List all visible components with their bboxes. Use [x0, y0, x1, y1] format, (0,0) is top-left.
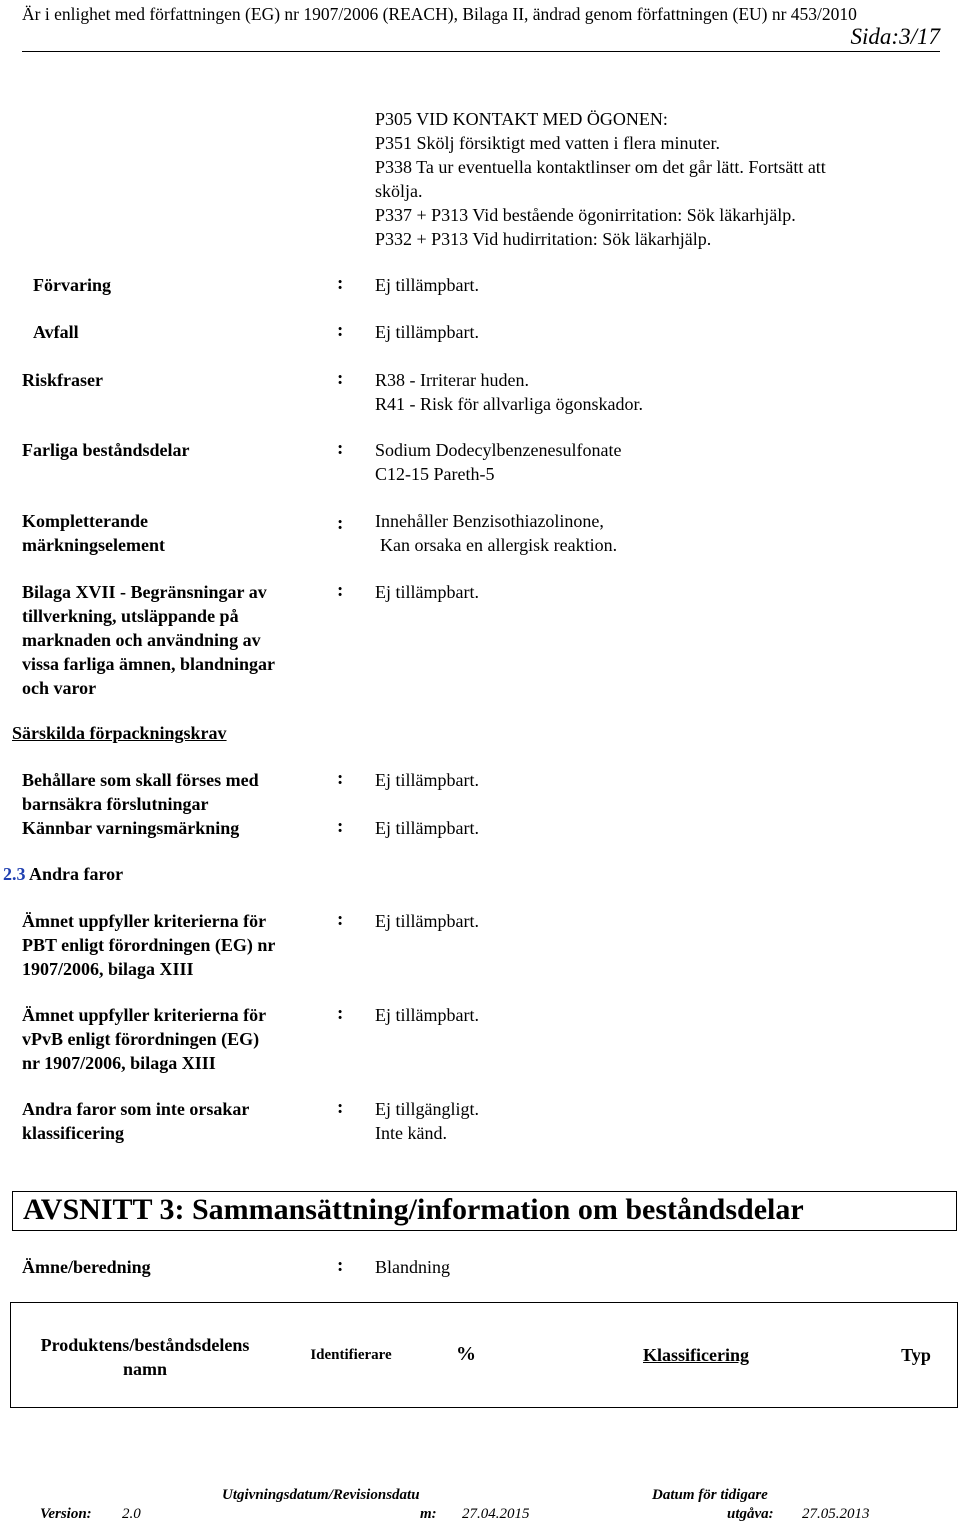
page-number: Sida:3/17 — [850, 24, 940, 49]
tactile-warning-value: Ej tillämpbart. — [375, 818, 479, 838]
section-3-title: AVSNITT 3: Sammansättning/information om beståndsdelar — [23, 1193, 804, 1226]
supplemental-value: Innehåller Benzisothiazolinone, — [375, 511, 604, 531]
colon-separator: : — [337, 273, 344, 294]
annex-xvii-label-line: tillverkning, utsläppande på — [22, 606, 239, 626]
hazardous-component-value: C12-15 Pareth-5 — [375, 464, 495, 484]
risk-phrase-value: R38 - Irriterar huden. — [375, 370, 529, 390]
table-header-name-line: Produktens/beståndsdelens — [40, 1335, 250, 1355]
supplemental-value: Kan orsaka en allergisk reaktion. — [380, 535, 618, 555]
storage-value: Ej tillämpbart. — [375, 275, 479, 295]
supplemental-label: märkningselement — [22, 535, 165, 555]
annex-xvii-value: Ej tillämpbart. — [375, 582, 479, 602]
disposal-label: Avfall — [33, 322, 79, 342]
colon-separator: : — [337, 768, 344, 789]
other-hazards-label-line: klassificering — [22, 1123, 124, 1143]
document-regulation-header: Är i enlighet med författningen (EG) nr 1907/2006 (REACH), Bilaga II, ändrad genom författningen (EU) nr 453/2010 — [22, 4, 857, 24]
colon-separator: : — [337, 909, 344, 930]
annex-xvii-label-line: och varor — [22, 678, 97, 698]
footer-revision-label: m: — [420, 1506, 437, 1522]
other-hazards-heading — [3, 862, 123, 886]
risk-phrases-label: Riskfraser — [22, 370, 103, 390]
colon-separator: : — [337, 438, 344, 459]
vpvb-label — [22, 1003, 266, 1075]
pbt-value: Ej tillämpbart. — [375, 911, 479, 931]
supplemental-label: Kompletterande — [22, 511, 148, 531]
colon-separator: : — [337, 1255, 344, 1276]
annex-xvii-label — [22, 580, 275, 700]
table-header-name — [11, 1333, 279, 1381]
child-resistant-label: barnsäkra förslutningar — [22, 794, 209, 814]
table-header-percent: % — [456, 1343, 476, 1365]
precautionary-line: P337 + P313 Vid bestående ögonirritation: Sök läkarhjälp. — [375, 205, 796, 225]
vpvb-value: Ej tillämpbart. — [375, 1005, 479, 1025]
footer-revision-label: Utgivningsdatum/Revisionsdatu — [222, 1487, 420, 1503]
substance-mixture-label: Ämne/beredning — [22, 1257, 151, 1277]
table-header-identifier: Identifierare — [310, 1347, 392, 1363]
other-hazards-value: Inte känd. — [375, 1123, 447, 1143]
disposal-value: Ej tillämpbart. — [375, 322, 479, 342]
table-header-type: Typ — [901, 1345, 931, 1365]
annex-xvii-label-line: vissa farliga ämnen, blandningar — [22, 654, 276, 674]
precautionary-line: P351 Skölj försiktigt med vatten i flera minuter. — [375, 133, 720, 153]
colon-separator: : — [337, 1003, 344, 1024]
pbt-label-line: 1907/2006, bilaga XIII — [22, 959, 194, 979]
colon-separator: : — [337, 580, 344, 601]
precautionary-line: P305 VID KONTAKT MED ÖGONEN: — [375, 109, 668, 129]
substance-mixture-value: Blandning — [375, 1257, 450, 1277]
tactile-warning-label: Kännbar varningsmärkning — [22, 818, 240, 838]
vpvb-label-line: nr 1907/2006, bilaga XIII — [22, 1053, 216, 1073]
colon-separator: : — [337, 513, 344, 534]
pbt-label-line: Ämnet uppfyller kriterierna för — [22, 911, 267, 931]
vpvb-label-line: vPvB enligt förordningen (EG) — [22, 1029, 260, 1049]
header-divider — [22, 51, 940, 52]
section-heading-text: Andra faror — [25, 864, 124, 884]
hazardous-components-label: Farliga beståndsdelar — [22, 440, 190, 460]
colon-separator: : — [337, 816, 344, 837]
footer-version-label: Version: — [40, 1506, 92, 1522]
colon-separator: : — [337, 1097, 344, 1118]
precautionary-line: P338 Ta ur eventuella kontaktlinser om det går lätt. Fortsätt att — [375, 157, 826, 177]
precautionary-line: P332 + P313 Vid hudirritation: Sök läkarhjälp. — [375, 229, 712, 249]
section-3-box — [12, 1191, 957, 1231]
footer-previous-value: 27.05.2013 — [802, 1506, 870, 1522]
special-packaging-heading: Särskilda förpackningskrav — [12, 723, 227, 743]
footer-previous-label: Datum för tidigare — [652, 1487, 768, 1503]
pbt-label-line: PBT enligt förordningen (EG) nr — [22, 935, 276, 955]
table-header-name-line: namn — [122, 1359, 167, 1379]
child-resistant-label: Behållare som skall förses med — [22, 770, 259, 790]
table-header-classification: Klassificering — [643, 1345, 749, 1365]
footer-previous-label: utgåva: — [727, 1506, 774, 1522]
annex-xvii-label-line: Bilaga XVII - Begränsningar av — [22, 582, 267, 602]
annex-xvii-label-line: marknaden och användning av — [22, 630, 261, 650]
footer-revision-value: 27.04.2015 — [462, 1506, 530, 1522]
other-hazards-label-line: Andra faror som inte orsakar — [22, 1099, 250, 1119]
precautionary-statements — [375, 107, 826, 251]
other-hazards-value: Ej tillgängligt. — [375, 1099, 479, 1119]
vpvb-label-line: Ämnet uppfyller kriterierna för — [22, 1005, 267, 1025]
composition-table — [10, 1302, 958, 1408]
footer-version-value: 2.0 — [122, 1506, 141, 1522]
other-hazards-label — [22, 1097, 249, 1145]
precautionary-line: skölja. — [375, 181, 423, 201]
pbt-label — [22, 909, 275, 981]
colon-separator: : — [337, 320, 344, 341]
storage-label: Förvaring — [33, 275, 111, 295]
colon-separator: : — [337, 368, 344, 389]
section-number: 2.3 — [3, 864, 26, 884]
child-resistant-value: Ej tillämpbart. — [375, 770, 479, 790]
hazardous-component-value: Sodium Dodecylbenzenesulfonate — [375, 440, 622, 460]
risk-phrase-value: R41 - Risk för allvarliga ögonskador. — [375, 394, 643, 414]
